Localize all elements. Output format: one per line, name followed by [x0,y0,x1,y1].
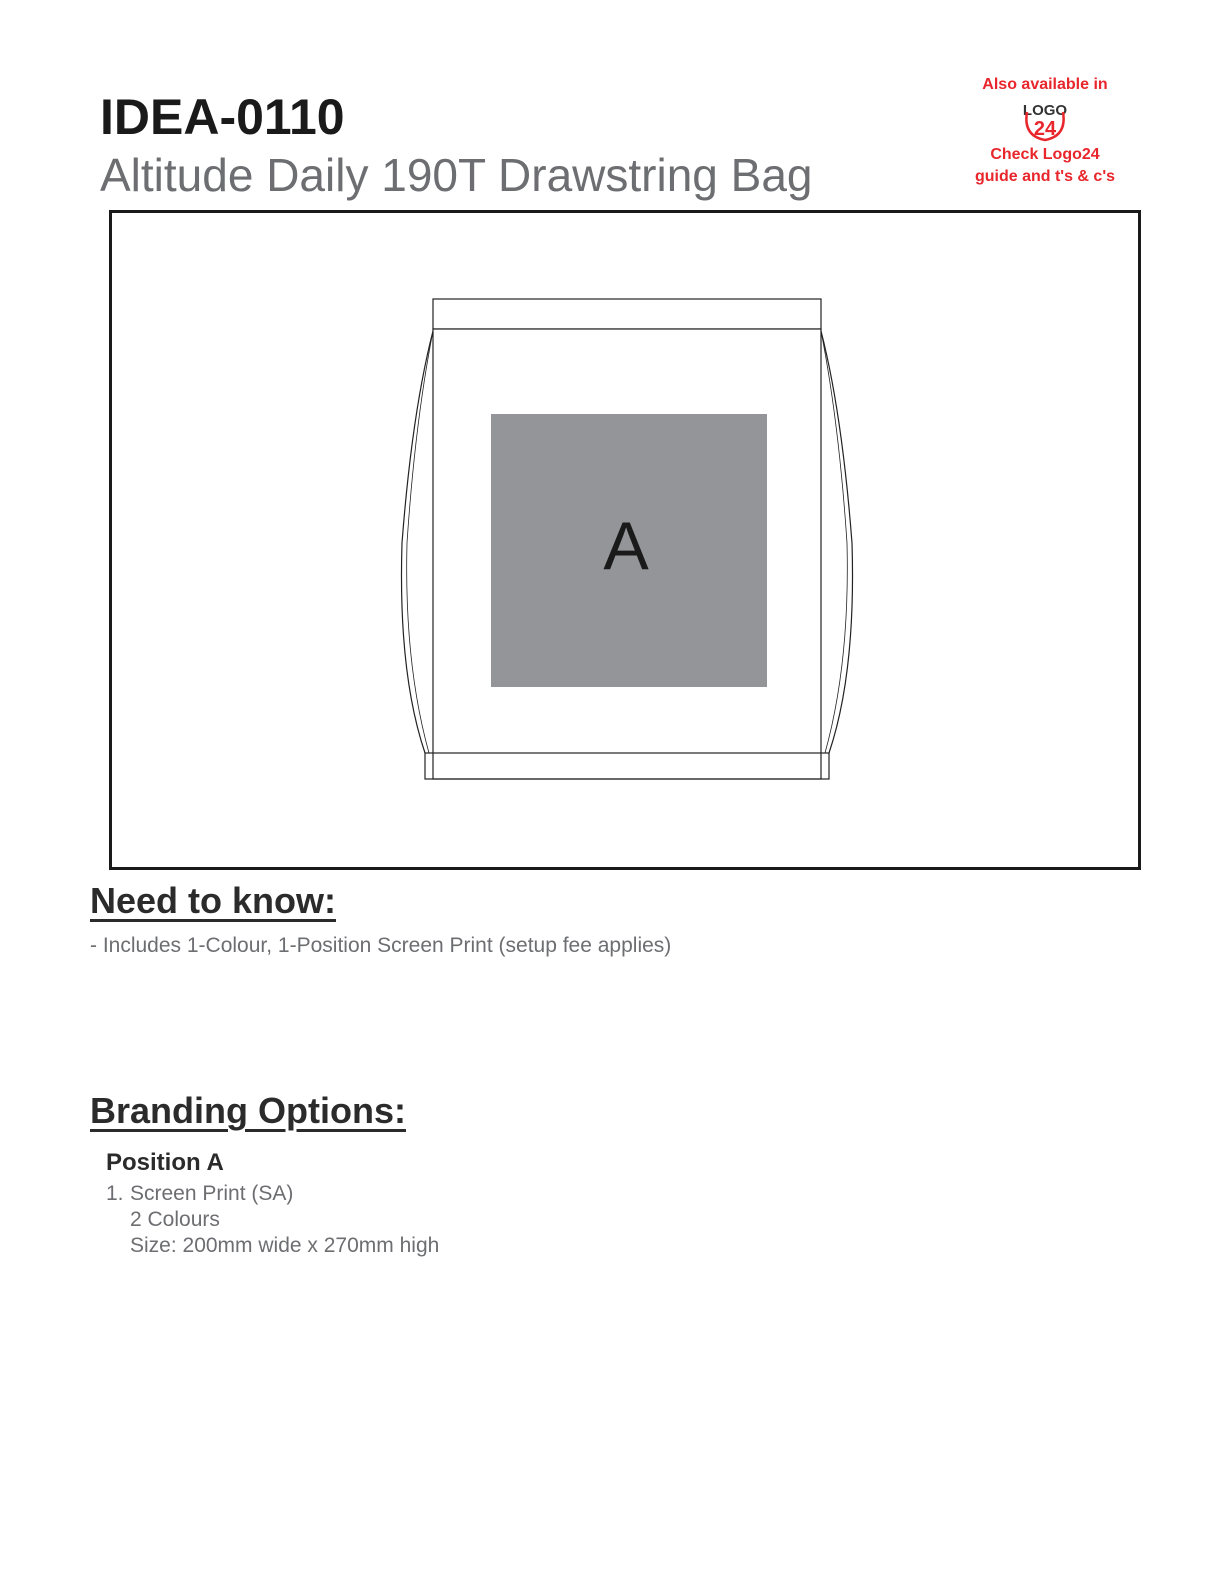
branding-options-heading: Branding Options: [90,1090,406,1131]
need-to-know-item: - Includes 1-Colour, 1-Position Screen Print (setup fee applies) [90,934,672,957]
right-drawstring [821,331,853,753]
position-a-title: Position A [106,1149,224,1176]
option-colours: 2 Colours [130,1208,220,1231]
logo24-icon [1010,98,1080,144]
logo24-number: 24 [1033,118,1057,140]
print-area-label: A [603,508,649,584]
logo24-badge [952,74,1138,188]
badge-line-guide: guide and t's & c's [974,168,1116,185]
branding-option-list [106,1181,439,1259]
product-diagram-frame [109,210,1141,870]
bag-diagram [112,213,1138,867]
branding-option-method-row [106,1181,439,1207]
bag-top-hem [433,299,821,329]
product-code: IDEA-0110 [100,89,345,145]
need-to-know-heading: Need to know: [90,880,337,921]
option-method: Screen Print (SA) [130,1182,294,1205]
badge-line-available: Also available in [982,76,1108,93]
logo24-top-text: LOGO [1022,102,1068,119]
badge-line-check: Check Logo24 [990,146,1100,163]
product-name: Altitude Daily 190T Drawstring Bag [100,149,813,201]
left-drawstring [401,331,433,753]
option-size: Size: 200mm wide x 270mm high [130,1234,440,1257]
option-number: 1. [106,1182,124,1205]
